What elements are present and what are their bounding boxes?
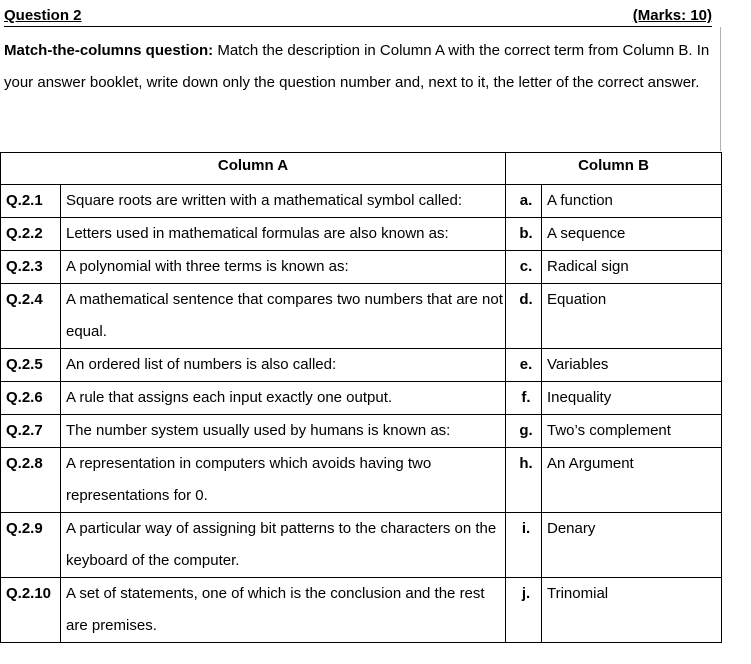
column-b-term: A function <box>542 185 722 218</box>
option-letter: c. <box>506 251 542 284</box>
instructions-body: Match the description in Column A with the correct term from Column B. In your answer booklet, write down only the question number and, next to it, the letter of the correct answer. <box>4 42 710 91</box>
column-a-description: The number system usually used by humans is known as: <box>61 415 506 448</box>
column-b-header: Column B <box>506 153 722 185</box>
table-row <box>1 415 722 448</box>
option-letter: b. <box>506 218 542 251</box>
table-row <box>1 218 722 251</box>
instructions-text <box>4 35 716 99</box>
column-a-description: Square roots are written with a mathematical symbol called: <box>61 185 506 218</box>
question-number: Q.2.5 <box>1 349 61 382</box>
instructions-box <box>0 27 721 151</box>
column-a-description: Letters used in mathematical formulas are also known as: <box>61 218 506 251</box>
column-a-description: A rule that assigns each input exactly one output. <box>61 382 506 415</box>
column-a-description: A polynomial with three terms is known as: <box>61 251 506 284</box>
option-letter: a. <box>506 185 542 218</box>
table-row <box>1 578 722 643</box>
column-b-term: Radical sign <box>542 251 722 284</box>
question-number: Q.2.3 <box>1 251 61 284</box>
column-b-term: An Argument <box>542 448 722 513</box>
option-letter: h. <box>506 448 542 513</box>
table-body <box>1 185 722 643</box>
column-b-term: Denary <box>542 513 722 578</box>
column-a-description: A representation in computers which avoids having two representations for 0. <box>61 448 506 513</box>
column-b-term: Two’s complement <box>542 415 722 448</box>
table-row <box>1 284 722 349</box>
column-b-term: Equation <box>542 284 722 349</box>
option-letter: e. <box>506 349 542 382</box>
question-marks: (Marks: 10) <box>632 7 712 24</box>
column-a-header: Column A <box>1 153 506 185</box>
column-a-description: A particular way of assigning bit patterns to the characters on the keyboard of the computer. <box>61 513 506 578</box>
option-letter: j. <box>506 578 542 643</box>
column-a-description: A mathematical sentence that compares two numbers that are not equal. <box>61 284 506 349</box>
table-row <box>1 185 722 218</box>
column-b-term: A sequence <box>542 218 722 251</box>
question-number: Q.2.6 <box>1 382 61 415</box>
question-number: Q.2.2 <box>1 218 61 251</box>
column-a-description: A set of statements, one of which is the conclusion and the rest are premises. <box>61 578 506 643</box>
question-number: Q.2.7 <box>1 415 61 448</box>
column-a-description: An ordered list of numbers is also called: <box>61 349 506 382</box>
option-letter: d. <box>506 284 542 349</box>
table-row <box>1 349 722 382</box>
question-number: Q.2.4 <box>1 284 61 349</box>
question-header <box>4 6 712 27</box>
table-row <box>1 251 722 284</box>
table-row <box>1 448 722 513</box>
option-letter: f. <box>506 382 542 415</box>
question-number: Q.2.9 <box>1 513 61 578</box>
table-header-row <box>1 153 722 185</box>
option-letter: g. <box>506 415 542 448</box>
table-row <box>1 513 722 578</box>
match-columns-table <box>0 152 722 643</box>
question-number: Q.2.1 <box>1 185 61 218</box>
table-row <box>1 382 722 415</box>
instructions-label: Match-the-columns question: <box>4 42 214 59</box>
column-b-term: Variables <box>542 349 722 382</box>
question-number: Q.2.10 <box>1 578 61 643</box>
question-title: Question 2 <box>4 7 82 24</box>
column-b-term: Trinomial <box>542 578 722 643</box>
question-number: Q.2.8 <box>1 448 61 513</box>
column-b-term: Inequality <box>542 382 722 415</box>
option-letter: i. <box>506 513 542 578</box>
